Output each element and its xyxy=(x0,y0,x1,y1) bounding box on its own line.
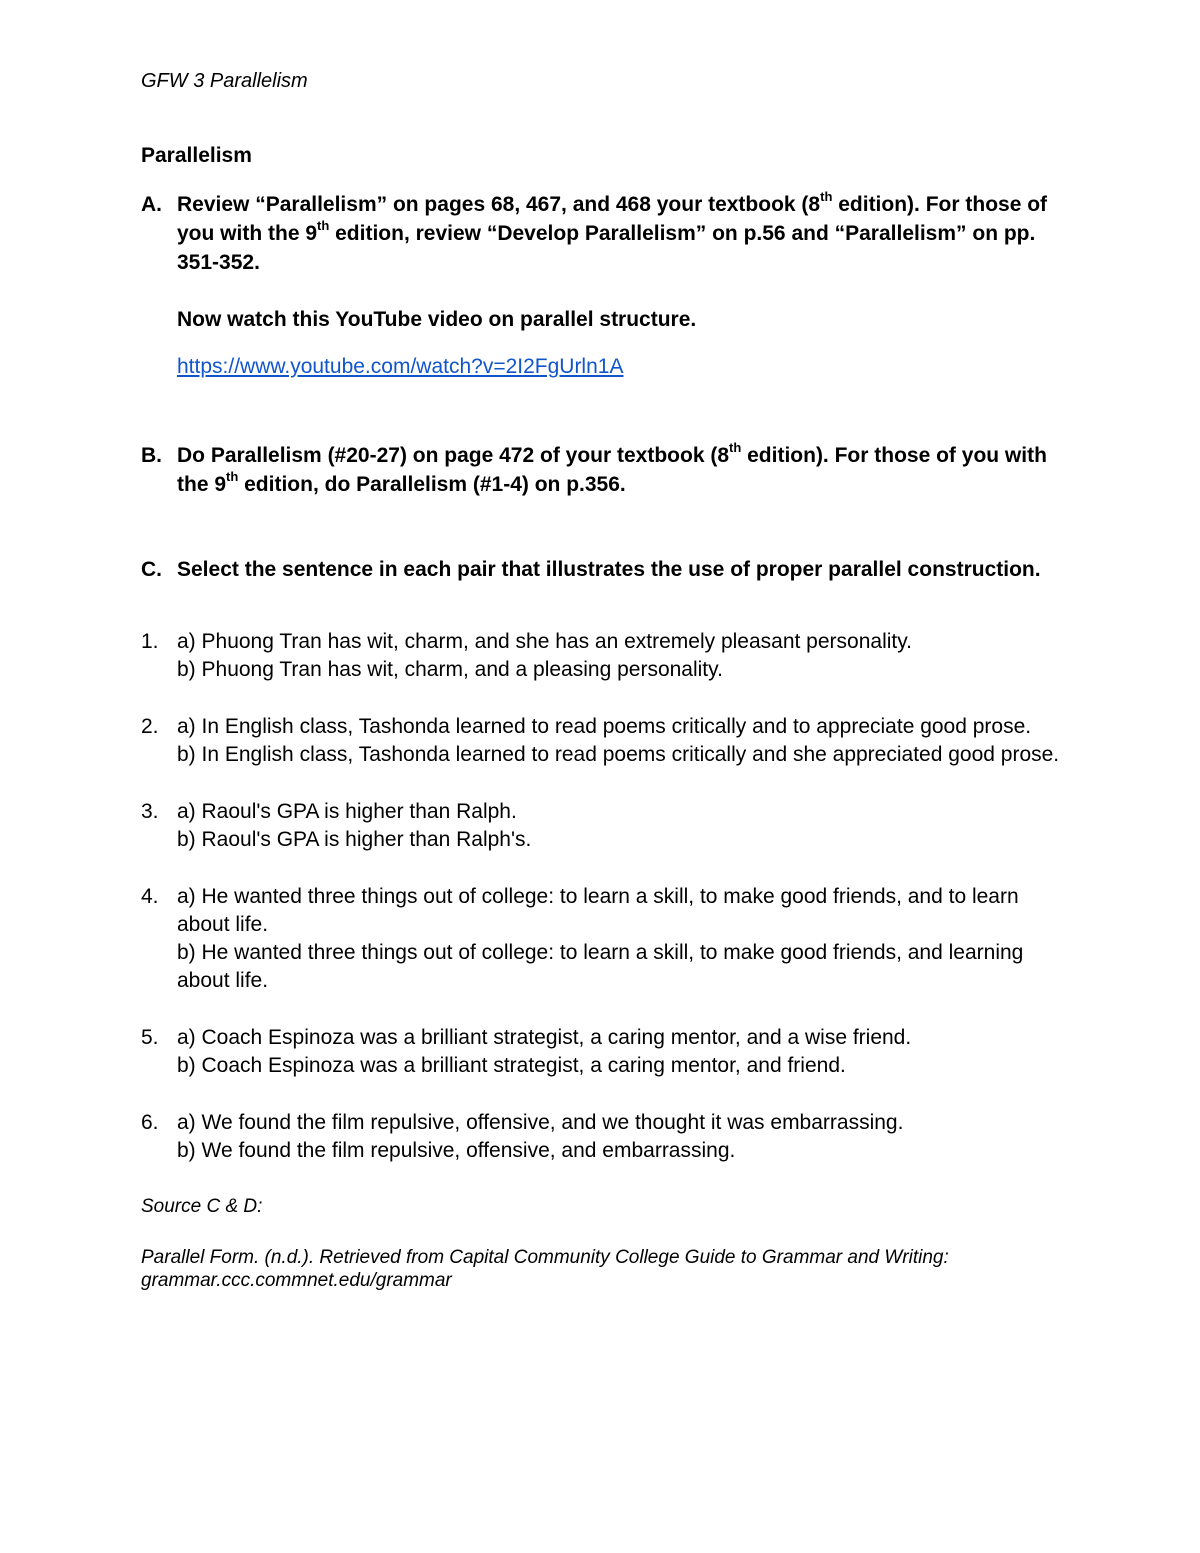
section-a-sup-1: th xyxy=(820,189,833,204)
section-b-text-3: edition, do Parallelism (#1-4) on p.356. xyxy=(238,473,626,496)
option-a[interactable]: a) We found the film repulsive, offensive, and we thought it was embarrassing. xyxy=(177,1111,904,1134)
question-item xyxy=(141,628,1061,684)
option-b[interactable]: b) Coach Espinoza was a brilliant strategist, a caring mentor, and friend. xyxy=(177,1054,846,1077)
option-a[interactable]: a) In English class, Tashonda learned to read poems critically and to appreciate good prose. xyxy=(177,715,1032,738)
option-b[interactable]: b) He wanted three things out of college: to learn a skill, to make good friends, and learning about life. xyxy=(177,941,1024,992)
option-b[interactable]: b) We found the film repulsive, offensive, and embarrassing. xyxy=(177,1139,736,1162)
question-item xyxy=(141,1024,1061,1080)
question-number: 1. xyxy=(141,630,159,653)
question-item xyxy=(141,1109,1061,1165)
question-list xyxy=(141,628,1061,1165)
section-a-sup-2: th xyxy=(317,218,330,233)
option-b[interactable]: b) Phuong Tran has wit, charm, and a pleasing personality. xyxy=(177,658,723,681)
question-item xyxy=(141,798,1061,854)
question-number: 4. xyxy=(141,885,159,908)
section-c-instructions: Select the sentence in each pair that illustrates the use of proper parallel construction. xyxy=(177,558,1041,581)
section-b-text-1: Do Parallelism (#20-27) on page 472 of your textbook (8 xyxy=(177,444,729,467)
section-a-instructions xyxy=(177,190,1061,277)
section-a-watch: Now watch this YouTube video on parallel structure. xyxy=(177,308,697,331)
option-a[interactable]: a) Raoul's GPA is higher than Ralph. xyxy=(177,800,517,823)
question-number: 3. xyxy=(141,800,159,823)
source-citation: Parallel Form. (n.d.). Retrieved from Capital Community College Guide to Grammar and Writing: grammar.ccc.commnet.edu/grammar xyxy=(141,1247,949,1291)
section-a-text-2: edition). For those of you with the 9 xyxy=(177,193,1048,245)
section-a xyxy=(141,190,1061,381)
question-number: 6. xyxy=(141,1111,159,1134)
section-b-text-2: edition). For those of you with the 9 xyxy=(177,444,1047,496)
section-a-letter: A. xyxy=(141,193,162,216)
question-item xyxy=(141,713,1061,769)
source-note xyxy=(141,1195,1061,1292)
question-item xyxy=(141,883,1061,995)
option-a[interactable]: a) Phuong Tran has wit, charm, and she has an extremely pleasant personality. xyxy=(177,630,913,653)
section-b-sup-1: th xyxy=(729,440,742,455)
section-c-letter: C. xyxy=(141,558,162,581)
youtube-link[interactable]: https://www.youtube.com/watch?v=2I2FgUrln1A xyxy=(177,355,624,378)
section-a-text-1: Review “Parallelism” on pages 68, 467, and 468 your textbook (8 xyxy=(177,193,821,216)
option-a[interactable]: a) Coach Espinoza was a brilliant strategist, a caring mentor, and a wise friend. xyxy=(177,1026,912,1049)
page-header: GFW 3 Parallelism xyxy=(141,70,308,92)
section-b-instructions xyxy=(177,441,1061,499)
option-b[interactable]: b) In English class, Tashonda learned to read poems critically and she appreciated good prose. xyxy=(177,743,1060,766)
source-title: Source C & D: xyxy=(141,1196,263,1217)
question-number: 2. xyxy=(141,715,159,738)
document-body xyxy=(141,142,1061,1292)
section-c xyxy=(141,555,1061,584)
section-b-letter: B. xyxy=(141,444,162,467)
section-a-text-3: edition, review “Develop Parallelism” on p.56 and “Parallelism” on pp. 351-352. xyxy=(177,222,1036,274)
section-b-sup-2: th xyxy=(226,469,239,484)
section-b xyxy=(141,441,1061,499)
page-title: Parallelism xyxy=(141,144,252,167)
question-number: 5. xyxy=(141,1026,159,1049)
option-a[interactable]: a) He wanted three things out of college: to learn a skill, to make good friends, and to learn about life. xyxy=(177,885,1019,936)
option-b[interactable]: b) Raoul's GPA is higher than Ralph's. xyxy=(177,828,532,851)
